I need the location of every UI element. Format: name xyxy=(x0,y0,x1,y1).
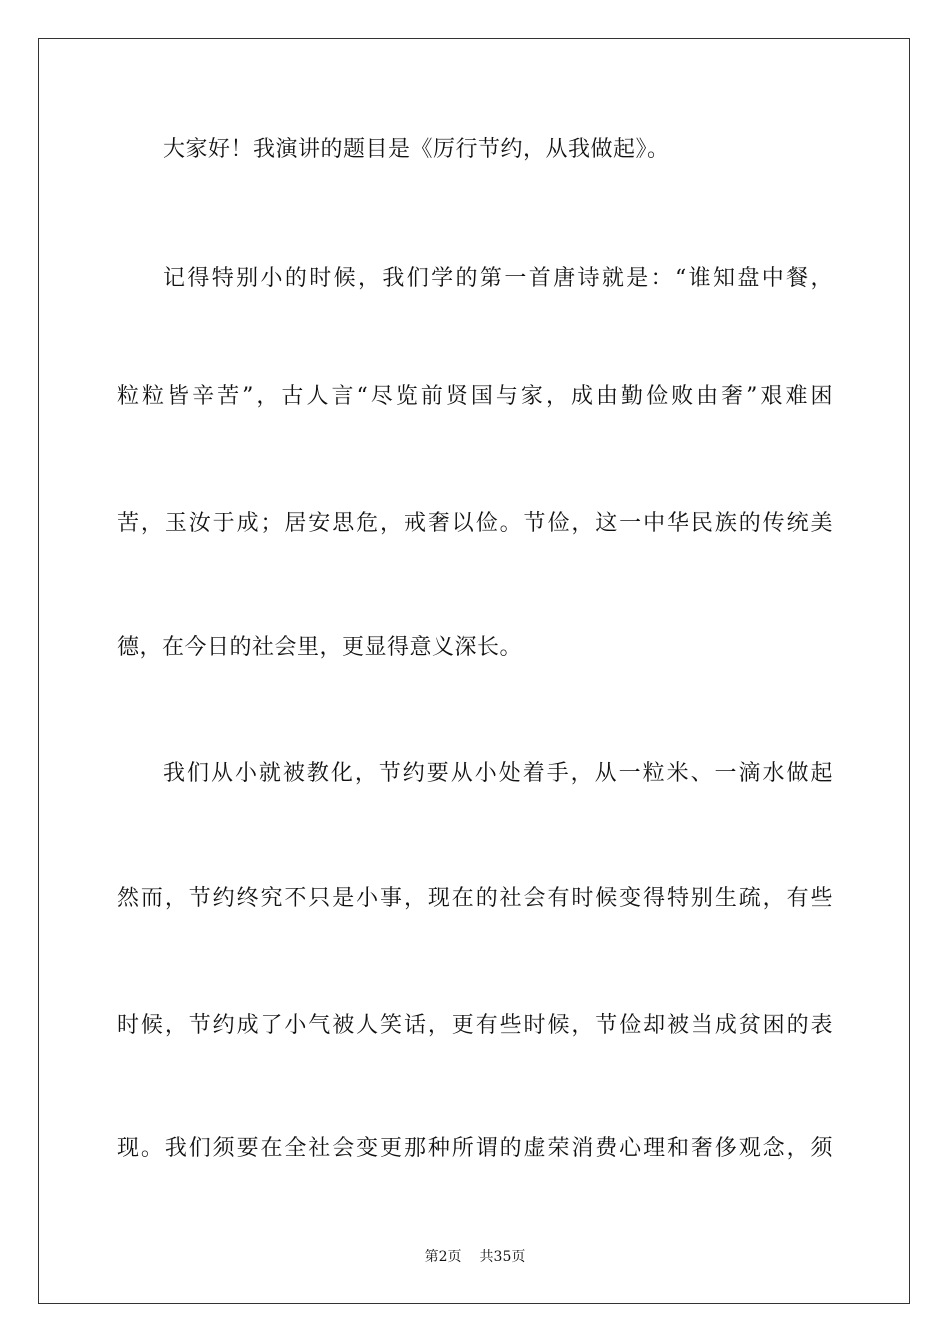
page-footer xyxy=(0,1248,950,1266)
paragraph-line-9: 现。我们须要在全社会变更那种所谓的虚荣消费心理和奢侈观念，须 xyxy=(117,1136,833,1161)
paragraph-line-2: 记得特别小的时候，我们学的第一首唐诗就是：“谁知盘中餐， xyxy=(163,266,833,291)
paragraph-line-4: 苦，玉汝于成；居安思危，戒奢以俭。节俭，这一中华民族的传统美 xyxy=(117,511,833,536)
page-number: 第2页 xyxy=(424,1249,462,1265)
total-pages: 共35页 xyxy=(479,1249,526,1265)
paragraph-line-6: 我们从小就被教化，节约要从小处着手，从一粒米、一滴水做起 xyxy=(163,761,833,786)
page-border xyxy=(38,38,910,1304)
paragraph-line-8: 时候，节约成了小气被人笑话，更有些时候，节俭却被当成贫困的表 xyxy=(117,1013,833,1038)
paragraph-line-7: 然而，节约终究不只是小事，现在的社会有时候变得特别生疏，有些 xyxy=(117,886,833,911)
paragraph-line-1: 大家好！我演讲的题目是《厉行节约，从我做起》。 xyxy=(163,137,670,162)
paragraph-line-5: 德，在今日的社会里，更显得意义深长。 xyxy=(117,635,523,660)
paragraph-line-3: 粒粒皆辛苦”，古人言“尽览前贤国与家，成由勤俭败由奢”艰难困 xyxy=(117,384,833,409)
